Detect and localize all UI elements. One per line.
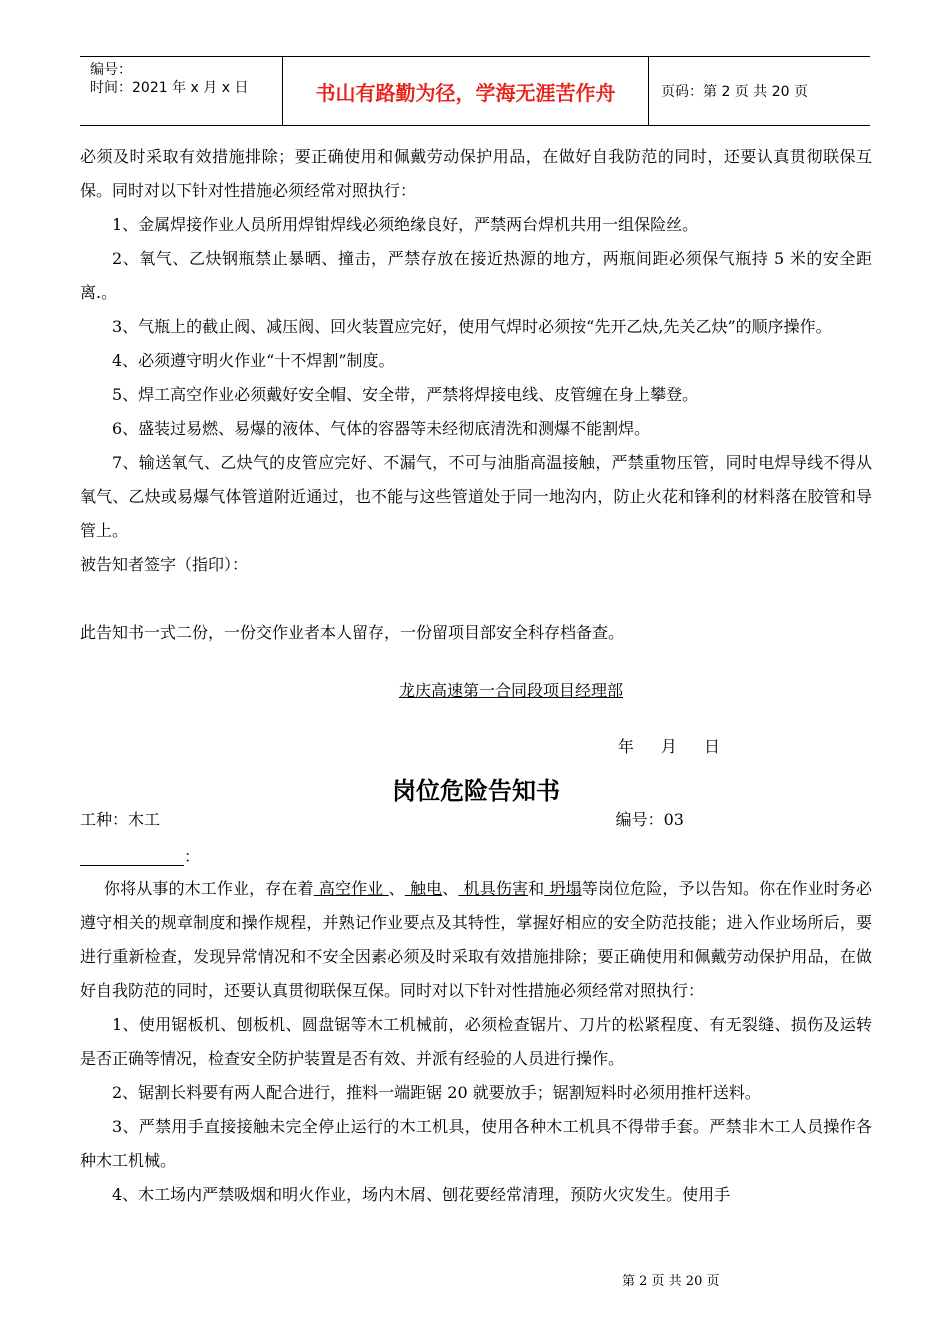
hazard-high-work: 高空作业 [313, 879, 389, 898]
notice-title: 岗位危险告知书 [392, 777, 560, 805]
date-line: 年 月 日 [617, 737, 720, 756]
signature-label: 被告知者签字（指印）： [80, 555, 249, 574]
intro-suffix: 等岗位危险，予以告知。你在作业时务必遵守相关的规章制度和操作规程，并熟记作业要点及其特性，掌握好相应的安全防范技能；进入作业场所后，要进行重新检查，发现异常情况和不安全因素必须及时采取有效措施排除；要正确使用和佩戴劳动保护用品，在做好自我防范的同时，还要认真贯彻联保互保。同时对以下针对性措施必须经常对照执行： [80, 879, 872, 1000]
welding-item-5: 5、焊工高空作业必须戴好安全帽、安全带，严禁将焊接电线、皮管缠在身上攀登。 [112, 385, 699, 404]
hazard-collapse: 坍塌 [544, 879, 582, 898]
page-footer: 第 2 页 共 20 页 [622, 1274, 720, 1289]
header-page-info: 页码：第 2 页 共 20 页 [661, 84, 808, 100]
organization-name: 龙庆高速第一合同段项目经理部 [398, 681, 623, 700]
carpentry-item-4: 4、木工场内严禁吸烟和明火作业，场内木屑、刨花要经常清理，预防火灾发生。使用手 [112, 1185, 731, 1204]
header-time-label: 时间：2021 年 x 月 x 日 [90, 80, 249, 96]
addressee-line [80, 842, 872, 872]
welding-item-7: 7、输送氧气、乙炔气的皮管应完好、不漏气，不可与油脂高温接触，严禁重物压管，同时电焊导线不得从氧气、乙炔或易爆气体管道附近通过，也不能与这些管道处于同一地沟内，防止火花和锋利的材料落在胶管和导管上。 [80, 453, 872, 540]
notice-number: 编号：03 [615, 810, 684, 829]
header-number-label: 编号： [90, 62, 132, 78]
carpentry-item-2: 2、锯割长料要有两人配合进行，推料一端距锯 20 就要放手；锯割短料时必须用推杆送料。 [112, 1083, 761, 1102]
hazard-sep-3: 和 [528, 879, 545, 898]
signature-space [80, 582, 872, 616]
document-body [80, 140, 872, 1212]
page-header [80, 56, 870, 126]
intro-prefix: 你将从事的木工作业，存在着 [104, 879, 314, 898]
hazard-electric-shock: 触电 [404, 879, 443, 898]
job-info-row [80, 808, 872, 832]
intro-paragraph [80, 872, 872, 1008]
hazard-machine-injury: 机具伤害 [458, 879, 529, 898]
hazard-sep-2: 、 [442, 879, 459, 898]
addressee-blank [80, 849, 184, 866]
welding-item-6: 6、盛装过易燃、易爆的液体、气体的容器等未经彻底清洗和测爆不能割焊。 [112, 419, 651, 438]
welding-item-3: 3、气瓶上的截止阀、减压阀、回火装置应完好，使用气焊时必须按“先开乙炔,先关乙炔”的顺序操作。 [112, 317, 832, 336]
hazard-sep-1: 、 [388, 879, 405, 898]
welding-item-4: 4、必须遵守明火作业“十不焊割”制度。 [112, 351, 395, 370]
addressee-colon: ： [184, 847, 201, 866]
header-meta [80, 57, 283, 125]
copies-note: 此告知书一式二份，一份交作业者本人留存，一份留项目部安全科存档备查。 [80, 623, 625, 642]
header-motto: 书山有路勤为径，学海无涯苦作舟 [283, 57, 649, 125]
carpentry-item-3: 3、严禁用手直接接触未完全停止运行的木工机具，使用各种木工机具不得带手套。严禁非木工人员操作各种木工机械。 [80, 1117, 872, 1170]
carpentry-item-1: 1、使用锯板机、刨板机、圆盘锯等木工机械前，必须检查锯片、刀片的松紧程度、有无裂缝、损伤及运转是否正确等情况，检查安全防护装置是否有效、并派有经验的人员进行操作。 [80, 1015, 872, 1068]
continued-paragraph: 必须及时采取有效措施排除；要正确使用和佩戴劳动保护用品，在做好自我防范的同时，还要认真贯彻联保互保。同时对以下针对性措施必须经常对照执行： [80, 147, 872, 200]
welding-item-2: 2、氧气、乙炔钢瓶禁止暴晒、撞击，严禁存放在接近热源的地方，两瓶间距必须保气瓶持 5 米的安全距离.。 [80, 249, 872, 302]
job-type: 工种：木工 [80, 810, 161, 829]
welding-item-1: 1、金属焊接作业人员所用焊钳焊线必须绝缘良好，严禁两台焊机共用一组保险丝。 [112, 215, 699, 234]
